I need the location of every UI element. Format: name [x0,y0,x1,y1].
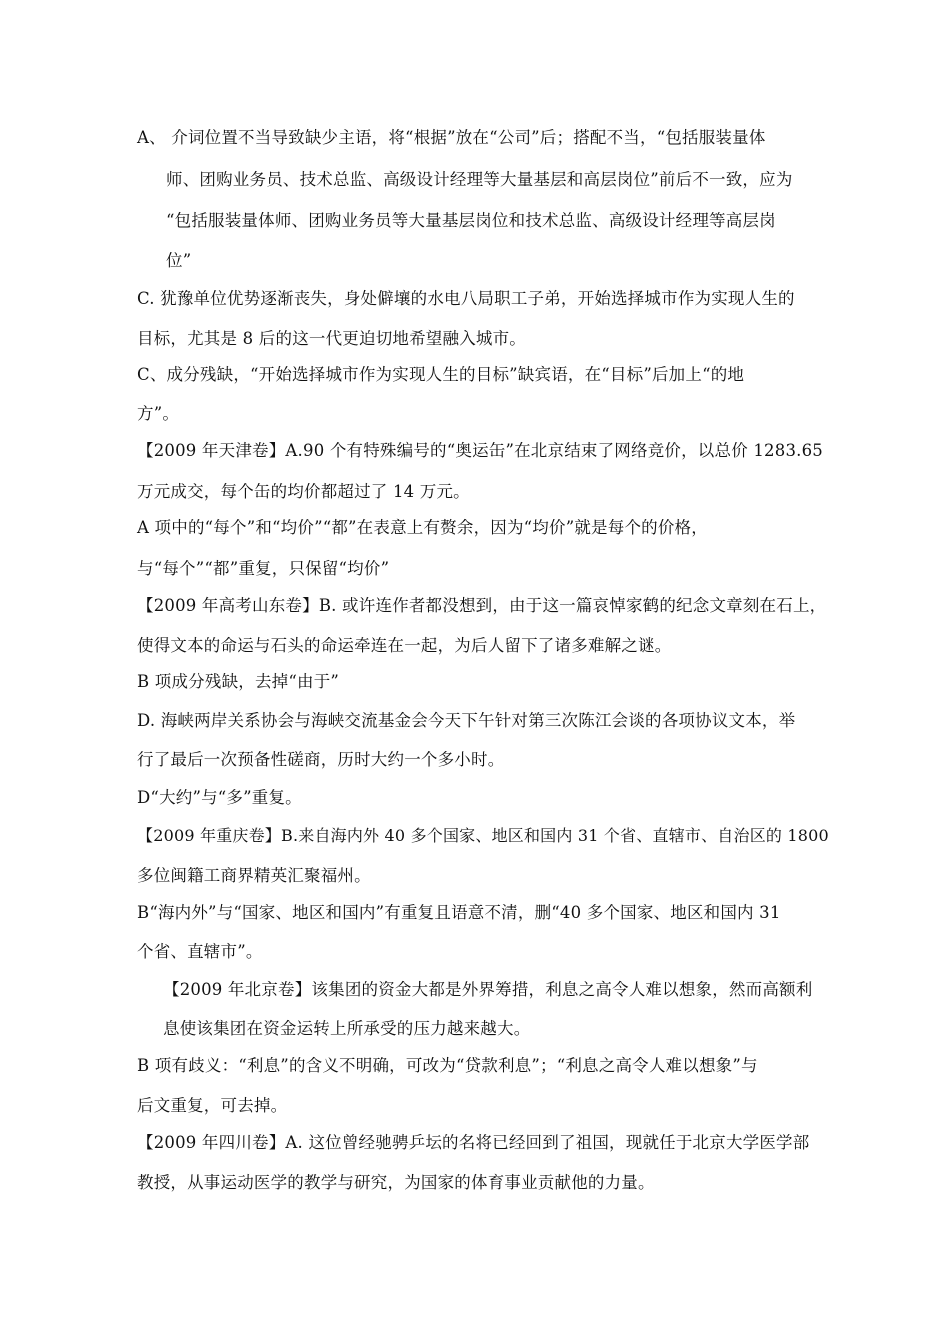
text-line: A、 介词位置不当导致缺少主语，将“根据”放在“公司”后；搭配不当，“包括服装量体 [137,128,766,147]
text-line: B“海内外”与“国家、地区和国内”有重复且语意不清，删“40 多个国家、地区和国内 31 [137,903,781,922]
text-line: 【2009 年高考山东卷】B. 或许连作者都没想到，由于这一篇哀悼家鹤的纪念文章刻在石上， [137,596,827,615]
text-line: 【2009 年天津卷】A.90 个有特殊编号的“奥运缶”在北京结束了网络竞价，以总价 1283.65 [137,441,823,460]
text-line: C、成分残缺，“开始选择城市作为实现人生的目标”缺宾语，在“目标”后加上“的地 [137,365,745,384]
text-line: A 项中的“每个”和“均价”“都”在表意上有赘余，因为“均价”就是每个的价格， [137,518,708,537]
text-line: 【2009 年重庆卷】B.来自海内外 40 多个国家、地区和国内 31 个省、直辖市、自治区的 1800 [137,826,829,845]
text-line: 位” [166,251,192,270]
text-line: 后文重复，可去掉。 [137,1096,288,1115]
text-line: B 项有歧义：“利息”的含义不明确，可改为“贷款利息”；“利息之高令人难以想象”与 [137,1056,758,1075]
text-line: 息使该集团在资金运转上所承受的压力越来越大。 [163,1019,531,1038]
text-line: 个省、直辖市”。 [137,942,263,961]
text-line: 多位闽籍工商界精英汇聚福州。 [137,866,371,885]
text-line: 师、团购业务员、技术总监、高级设计经理等大量基层和高层岗位”前后不一致，应为 [166,170,793,189]
text-line: D“大约”与“多”重复。 [137,788,302,807]
text-line: D. 海峡两岸关系协会与海峡交流基金会今天下午针对第三次陈江会谈的各项协议文本，举 [137,711,796,730]
text-line: 教授，从事运动医学的教学与研究，为国家的体育事业贡献他的力量。 [137,1173,655,1192]
text-line: 【2009 年四川卷】A. 这位曾经驰骋乒坛的名将已经回到了祖国，现就任于北京大学医学部 [137,1133,810,1152]
text-line: 行了最后一次预备性磋商，历时大约一个多小时。 [137,750,505,769]
text-line: 【2009 年北京卷】该集团的资金大都是外界筹措，利息之高令人难以想象，然而高额利 [163,980,813,999]
text-line: 目标，尤其是 8 后的这一代更迫切地希望融入城市。 [137,329,526,348]
text-line: B 项成分残缺，去掉“由于” [137,672,340,691]
text-line: 与“每个”“都”重复，只保留“均价” [137,559,390,578]
text-line: 万元成交，每个缶的均价都超过了 14 万元。 [137,482,470,501]
text-line: 使得文本的命运与石头的命运牵连在一起，为后人留下了诸多难解之谜。 [137,636,672,655]
text-line: C. 犹豫单位优势逐渐丧失，身处僻壤的水电八局职工子弟，开始选择城市作为实现人生的 [137,289,795,308]
text-line: 方”。 [137,404,180,423]
text-line: “包括服装量体师、团购业务员等大量基层岗位和技术总监、高级设计经理等高层岗 [166,211,776,230]
